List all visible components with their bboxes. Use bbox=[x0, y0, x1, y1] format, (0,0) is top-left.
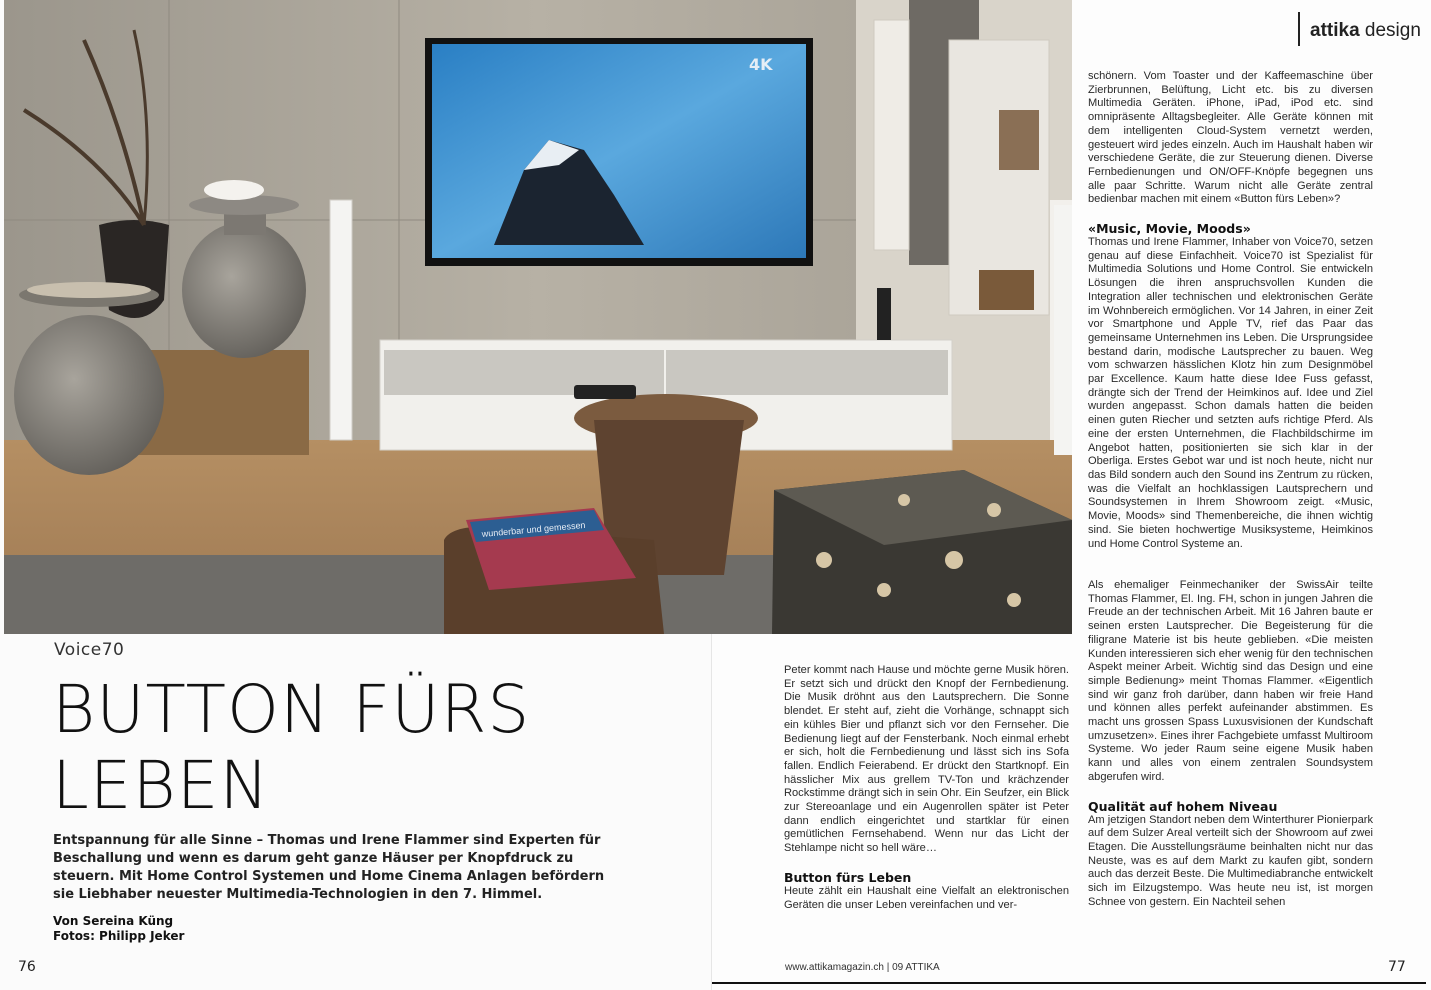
footer-rule bbox=[712, 982, 1426, 984]
text-column-2 bbox=[1088, 70, 1373, 551]
paragraph: Als ehemaliger Feinmechaniker der SwissAir teilte Thomas Flammer, El. Ing. FH, schon in jungen Jahren die Freude an der technischen Arbeit. Mit 16 Jahren baute er seinen ersten Lautsprecher. Die Begeisterung für die filigrane Materie ist bis heute geblieben. «Die meisten Kunden interessieren sich eher wenig für den technischen Aspekt meiner Arbeit. Wichtig sind das Design und eine simple Bedienung» meint Thomas Flammer. «Eigentlich sind wir ganz froh darüber, dann haben wir freie Hand und können alles perfekt aufeinander abstimmen. Es macht uns grossen Spass Luxusvisionen der Kundschaft umzusetzen». Eines ihrer Fachgebiete umfasst Multiroom Systeme. Wo jeder Raum seine eigene Musik haben kann und alles von einem zentralen Soundsystem abgerufen wird. bbox=[1088, 579, 1373, 783]
title-line-2: LEBEN bbox=[52, 747, 270, 824]
byline bbox=[53, 914, 184, 944]
paragraph: Peter kommt nach Hause und möchte gerne Musik hören. Er setzt sich und drückt den Knopf der Fernbedienung. Die Musik dröhnt aus den Lautsprechern. Die Sonne blendet. Er steht auf, zieht die Vorhänge, schnappt sich ein kühles Bier und pflanzt sich vor den Fernseher. Die Bedienung liegt auf der Fensterbank. Noch einmal erhebt er sich, holt die Fernbedienung und lässt sich ins Sofa fallen. Endlich Feierabend. Er drückt den Startknopf. Ein hässlicher Mix aus grellem TV-Ton und krächzender Rockstimme drängt sich in sein Ohr. Ein Seufzer, ein Blick zur Stereoanlage und ein Augenrollen später ist Peter dann endlich eingerichtet und startklar für einen gemütlichen Fernsehabend. Wenn nur das Licht der Stehlampe nicht so hell wäre… bbox=[784, 664, 1069, 855]
brand-logo bbox=[1298, 12, 1421, 46]
title-line-1: BUTTON FÜRS bbox=[52, 671, 531, 748]
paragraph: Heute zählt ein Haushalt eine Vielfalt an elektronischen Geräten die unser Leben vereinfachen und ver- bbox=[784, 884, 1069, 911]
footer-url: www.attikamagazin.ch | 09 ATTIKA bbox=[785, 962, 940, 973]
magazine-cover-text: wunderbar und gemessen bbox=[481, 519, 586, 539]
subheading-qualitat: Qualität auf hohem Niveau bbox=[1088, 798, 1278, 814]
paragraph: Am jetzigen Standort neben dem Winterthurer Pionierpark auf dem Sulzer Areal verteilt sich der Showroom auf zwei Etagen. Die Ausstellungsräume beinhalten nicht nur das Neuste, was es auf dem Markt zu kaufen gibt, sondern auch das derzeit Beste. Die Multimediabranche entwickelt sich im Eilzugstempo. Was heute neu ist, ist morgen Schnee von gestern. Ein Nachteil sehen bbox=[1088, 813, 1373, 908]
page-number-right: 77 bbox=[1388, 959, 1406, 975]
article-lead: Entspannung für alle Sinne – Thomas und Irene Flammer sind Experten für Beschallung und wenn es darum geht ganze Häuser per Knopfdruck zu steuern. Mit Home Control Systemen und Home Cinema Anlagen befördern sie Liebhaber neuester Multimedia-Technologien in den 7. Himmel. bbox=[53, 833, 605, 902]
byline-photos: Fotos: Philipp Jeker bbox=[53, 929, 185, 943]
subheading-button-furs-leben: Button fürs Leben bbox=[784, 869, 912, 885]
article-title bbox=[52, 672, 652, 824]
page-gutter bbox=[711, 634, 712, 990]
brand-light: design bbox=[1359, 20, 1421, 41]
brand-bold: attika bbox=[1310, 20, 1360, 41]
page-number-left: 76 bbox=[18, 959, 36, 975]
text-column-1 bbox=[784, 664, 1069, 912]
byline-author: Von Sereina Küng bbox=[53, 914, 174, 928]
paragraph: schönern. Vom Toaster und der Kaffeemaschine über Zierbrunnen, Belüftung, Licht etc. bis zu diversen Multimedia Geräten. iPhone, iPad, iPod etc. sind omnipräsente Alltagsbegleiter. Alle Geräte können mit dem intelligenten Cloud-System vernetzt werden, gesteuert wird jedes einzeln. Auch im Haushalt haben wir verschiedene Geräte, die zur Steuerung dienen. Diverse Fernbedienungen und ON/OFF-Knöpfe begegnen uns alle paar Schritte. Warum nicht alle Geräte zentral bedienbar machen mit einem «Button fürs Leben»? bbox=[1088, 70, 1373, 206]
living-room-illustration bbox=[4, 0, 1072, 634]
paragraph: Thomas und Irene Flammer, Inhaber von Voice70, setzen genau auf diese Einfachheit. Voice70 ist Spezialist für Multimedia Solutions und Home Control. Sie entwickeln Lösungen die ihren anspruchsvollen Kunden die Integration aller technischen und elektronischen Geräte im Wohnbereich ermöglichen. Vor 14 Jahren, in einer Zeit vor Smartphone und Apple TV, rief das Paar das gemeinsame Unternehmen ins Leben. Die Ursprungsidee bestand darin, modische Lautsprecher zu bauen. Weg vom schwarzen hässlichen Klotz hin zum Designmöbel par Excellence. Kaum hatte diese Idee Fuss gefasst, drängte sich der Trend der Heimkinos auf. Idee und Ziel wurden angepasst. Schon damals hatten die beiden einen guten Riecher und setzten aufs richtige Pferd. Als eine der ersten Unternehmen, die Flachbildschirme im Angebot hatten, positionierten sie sich klar in der Oberliga. Erstes Gebot war und ist noch heute, nicht nur das Bild sondern auch den Sound ins Zentrum zu rücken, was die Vielfalt an hochklassigen Lautsprechern und Soundsystemen in Ihrem Showroom zeigt. «Music, Movie, Moods» sind Themenbereiche, die ihnen wichtig sind. Sie bieten hochwertige Musiksysteme, Heimkinos und Home Control Systeme an. bbox=[1088, 236, 1373, 550]
article-kicker: Voice70 bbox=[54, 640, 125, 660]
text-column-3 bbox=[1088, 579, 1373, 909]
showroom-photo bbox=[4, 0, 1072, 634]
subheading-music-movie-moods: «Music, Movie, Moods» bbox=[1088, 221, 1251, 237]
tv-4k-badge: 4K bbox=[749, 55, 773, 74]
